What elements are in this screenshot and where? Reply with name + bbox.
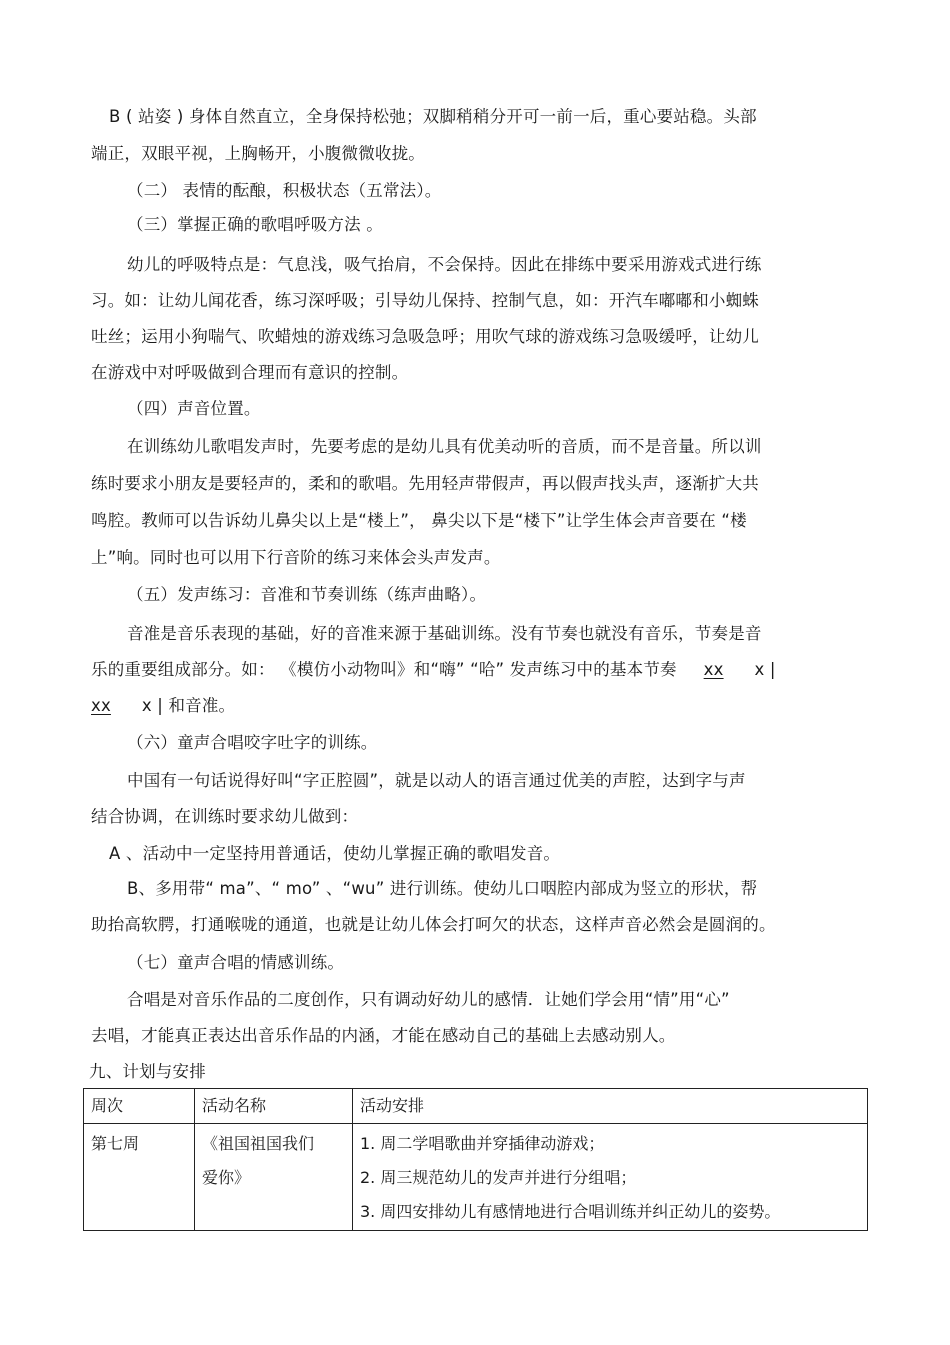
paragraph-text-line: 幼儿的呼吸特点是：气息浅，吸气抬肩，不会保持。因此在排练中要采用游戏式进行练 (127, 255, 762, 274)
plan-item: 3. 周四安排幼儿有感情地进行合唱训练并纠正幼儿的姿势。 (360, 1202, 781, 1221)
section-heading-voice-position: （四）声音位置。 (127, 399, 261, 418)
plan-item: 2. 周三规范幼儿的发声并进行分组唱； (360, 1168, 637, 1187)
table-header-row (84, 1089, 868, 1124)
paragraph-text-line (91, 695, 235, 717)
section-heading-breathing: （三）掌握正确的歌唱呼吸方法 。 (127, 215, 383, 234)
list-item-a: A 、活动中一定坚持用普通话，使幼儿掌握正确的歌唱发音。 (109, 844, 561, 863)
paragraph-text-line: 端正，双眼平视，上胸畅开，小腹微微收拢。 (91, 144, 425, 163)
column-header-activity-name: 活动名称 (195, 1089, 353, 1124)
paragraph-standing-posture: B ( 站姿 ) 身体自然直立，全身保持松弛；双脚稍稍分开可一前一后，重心要站稳。头部 (109, 107, 757, 126)
rhythm-note: x | 和音准。 (141, 696, 236, 715)
section-heading-vocal-practice: （五）发声练习：音准和节奏训练（练声曲略）。 (127, 585, 487, 604)
paragraph-text-line: 在训练幼儿歌唱发声时，先要考虑的是幼儿具有优美动听的音质，而不是音量。所以训 (127, 437, 762, 456)
activity-name-line: 爱你》 (202, 1168, 251, 1187)
rhythm-sentence: 乐的重要组成部分。如： 《模仿小动物叫》和“嗨” “哈” 发声练习中的基本节奏 (91, 660, 677, 679)
column-header-activity-plan: 活动安排 (353, 1089, 868, 1124)
paragraph-text-line: 结合协调，在训练时要求幼儿做到： (91, 807, 359, 826)
section-heading-emotion: （七）童声合唱的情感训练。 (127, 953, 345, 972)
paragraph-text-line: 吐丝；运用小狗喘气、吹蜡烛的游戏练习急吸急呼；用吹气球的游戏练习急吸缓呼，让幼儿 (91, 327, 759, 346)
paragraph-text-line: 在游戏中对呼吸做到合理而有意识的控制。 (91, 363, 409, 382)
activity-name-line: 《祖国祖国我们 (202, 1134, 315, 1153)
column-header-week: 周次 (84, 1089, 195, 1124)
cell-activity-name (195, 1124, 353, 1231)
plan-item: 1. 周二学唱歌曲并穿插律动游戏； (360, 1134, 605, 1153)
paragraph-text-line (91, 659, 776, 681)
paragraph-text-line: 助抬高软腭，打通喉咙的通道，也就是让幼儿体会打呵欠的状态，这样声音必然会是圆润的。 (91, 915, 776, 934)
rhythm-note: x | (754, 660, 776, 679)
cell-week: 第七周 (84, 1124, 195, 1231)
paragraph-text-line: 习。如：让幼儿闻花香，练习深呼吸；引导幼儿保持、控制气息，如：开汽车嘟嘟和小蜘蛛 (91, 291, 759, 310)
plan-table (83, 1088, 868, 1231)
section-heading-plan: 九、计划与安排 (89, 1062, 206, 1081)
section-heading-diction: （六）童声合唱咬字吐字的训练。 (127, 733, 378, 752)
paragraph-text-line: 中国有一句话说得好叫“字正腔圆”，就是以动人的语言通过优美的声腔，达到字与声 (127, 771, 746, 790)
paragraph-text-line: 练时要求小朋友是要轻声的，柔和的歌唱。先用轻声带假声，再以假声找头声，逐渐扩大共 (91, 474, 759, 493)
paragraph-text-line: 去唱，才能真正表达出音乐作品的内涵，才能在感动自己的基础上去感动别人。 (91, 1026, 676, 1045)
rhythm-note-underlined: xx (703, 660, 724, 679)
paragraph-text-line: 鸣腔。教师可以告诉幼儿鼻尖以上是“楼上”， 鼻尖以下是“楼下”让学生体会声音要在 “楼 (91, 511, 747, 530)
section-heading-expression: （二） 表情的酝酿，积极状态（五常法）。 (127, 181, 442, 200)
paragraph-text-line: 合唱是对音乐作品的二度创作，只有调动好幼儿的感情．让她们学会用“情”用“心” (127, 990, 730, 1009)
paragraph-text-line: 上”响。同时也可以用下行音阶的练习来体会头声发声。 (91, 548, 501, 567)
paragraph-text-line: 音准是音乐表现的基础，好的音准来源于基础训练。没有节奏也就没有音乐，节奏是音 (127, 624, 762, 643)
table-row (84, 1124, 868, 1231)
rhythm-note-underlined: xx (91, 696, 111, 715)
cell-activity-plan (353, 1124, 868, 1231)
list-item-b: B、多用带“ ma”、“ mo” 、“wu” 进行训练。使幼儿口咽腔内部成为竖立的形状，帮 (127, 879, 758, 898)
